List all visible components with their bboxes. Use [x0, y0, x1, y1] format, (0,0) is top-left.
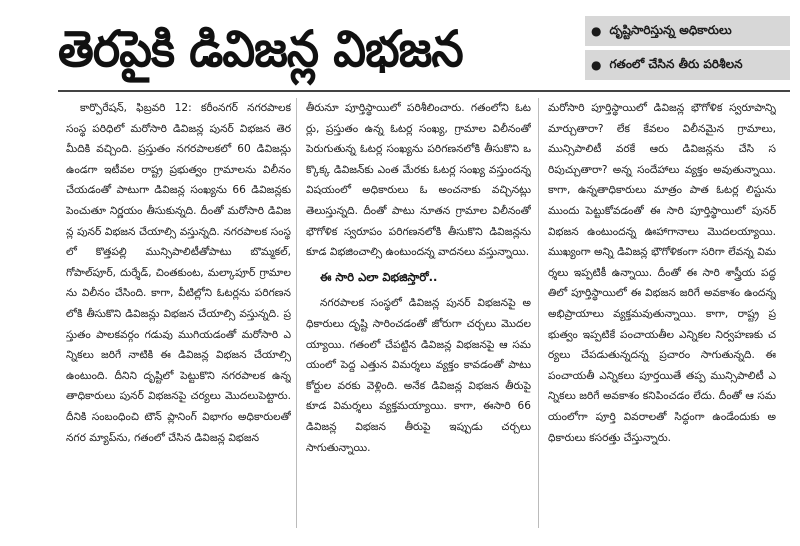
highlights-box [585, 16, 790, 84]
paragraph: మరోసారి పూర్తిస్థాయిలో డివిజన్ల భౌగోళిక స్వరూపాన్ని మార్చుతారా? లేక కేవలం విలీనమైన గ్రామాలు, మున్సిపాలిటీ వరకే ఆరు డివిజన్లను చేసి సరిపుచ్చుతారా? అన్న సందేహాలు వ్యక్తం అవుతున్నాయి. కాగా, ఉన్నతాధికారులు మాత్రం పాత ఓటర్ల లిస్టును ముందు పెట్టుకోవడంతో ఈ సారి పూర్తిస్థాయిలో పునర్ విభజన ఉంటుందన్న ఊహాగానాలు మొదలయ్యాయి. ముఖ్యంగా అన్ని డివిజన్ల భౌగోళికంగా సరిగా లేవన్న విమర్శలు ఇప్పటికీ ఉన్నాయి. దీంతో ఈ సారి శాస్త్రీయ పద్ధతిలో పూర్తిస్థాయిలో ఈ విభజన జరిగే అవకాశం ఉందన్న అభిప్రాయాలు వ్యక్తమవుతున్నాయి. కాగా, రాష్ట్ర ప్రభుత్వం ఇప్పటికే పంచాయతీల ఎన్నికల నిర్వహణకు చర్యలు చేపడుతున్నదన్న ప్రచారం సాగుతున్నది. ఈ పంచాయతీ ఎన్నికలు పూర్తయితే తప్ప మున్సిపాలిటీ ఎన్నికలు జరిగే అవకాశం కనిపించడం లేదు. దీంతో ఆ సమయంలోగా పూర్తి వివరాలతో సిద్ధంగా ఉండేందుకు అధికారులు కసరత్తు చేస్తున్నారు. [548, 102, 776, 444]
article-column-3 [548, 98, 776, 528]
subheading: ఈ సారి ఎలా విభజిస్తారో.. [320, 269, 438, 284]
paragraph: నగరపాలక సంస్థలో డివిజన్ల పునర్ విభజనపై అధికారులు దృష్టి సారించడంతో జోరుగా చర్చలు మొదలయ్యాయి. గతంలో చేపట్టిన డివిజన్ల విభజనపై ఆ సమయంలో పెద్ద ఎత్తున విమర్శలు వ్యక్తం కావడంతో పాటు కోర్టుల వరకు వెళ్లింది. అనేక డివిజన్ల విభజన తీరుపై కూడ విమర్శలు వ్యక్తమయ్యాయి. కాగా, ఈసారి 66 డివిజన్ల విభజన తీరుపై ఇప్పుడు చర్చలు సాగుతున్నాయి. [306, 297, 531, 454]
highlight-item [585, 16, 790, 46]
bullet-icon: ● [591, 58, 602, 72]
highlight-text: దృష్టిసారిస్తున్న అధికారులు [609, 22, 732, 37]
column-divider [538, 98, 539, 528]
paragraph: తీరునూ పూర్తిస్థాయిలో పరిశీలించారు. గతంలోని ఓటర్లు, ప్రస్తుతం ఉన్న ఓటర్ల సంఖ్య, గ్రామాల విలీనంతో పెరుగుతున్న ఓటర్ల సంఖ్యను పరిగణనలోకి తీసుకొని ఒక్కొక్క డివిజన్‌కు ఎంత మేరకు ఓటర్ల సంఖ్య వస్తుందన్న విషయంలో అధికారులు ఓ అంచనాకు వచ్చినట్లు తెలుస్తున్నది. దీంతో పాటు నూతన గ్రామాల విలీనంతో భౌగోళిక స్వరూపం పరిగణనలోకి తీసుకొని డివిజన్లను కూడ విభజించాల్సి ఉంటుందన్న వాదనలు వస్తున్నాయి. [306, 102, 531, 259]
highlight-text: గతంలో చేసిన తీరు పరిశీలన [609, 56, 743, 71]
paragraph: కార్పొరేషన్, ఫిబ్రవరి 12: కరీంనగర్ నగరపాలక సంస్థ పరిధిలో మరోసారి డివిజన్ల పునర్ విభజన తెరమీదికి వచ్చింది. ప్రస్తుతం నగరపాలకలో 60 డివిజన్లు ఉండగా ఇటీవల రాష్ట్ర ప్రభుత్వం గ్రామాలను విలీనం చేయడంతో పాటుగా డివిజన్ల సంఖ్యను 66 డివిజన్లకు పెంచుతూ నిర్ణయం తీసుకున్నది. దీంతో మరోసారి డివిజన్ల పునర్ విభజన చేయాల్సి వస్తున్నది. నగరపాలక సంస్థలో కొత్తపల్లి మున్సిపాలిటీతోపాటు బొమ్మకల్, గోపాల్‌పూర్, దుర్శేడ్, చింతకుంట, మల్కాపూర్ గ్రామాలను విలీనం చేసింది. కాగా, వీటిల్లోని ఓటర్లను పరిగణనలోకి తీసుకొని డివిజన్లు విభజన చేయాల్సి వస్తున్నది. ప్రస్తుతం పాలకవర్గం గడువు ముగియడంతో మరోసారి ఎన్నికలు జరిగే నాటికి ఈ డివిజన్ల విభజన చేయాల్సి ఉంటుంది. దీనిని దృష్టిలో పెట్టుకొని నగరపాలక ఉన్నతాధికారులు పునర్ విభజనపై చర్యలు మొదలుపెట్టారు. దీనికి సంబంధించి టౌన్ ప్లానింగ్ విభాగం అధికారులతో నగర మ్యాప్‌ను, గతంలో చేసిన డివిజన్ల విభజన [66, 102, 291, 444]
article-column-1 [66, 98, 291, 528]
article-column-2 [306, 98, 531, 528]
headline-rule [58, 90, 790, 92]
headline: తెరపైకి డివిజన్ల విభజన [58, 20, 463, 78]
column-divider [296, 98, 297, 528]
bullet-icon: ● [591, 24, 602, 38]
highlight-item [585, 50, 790, 80]
